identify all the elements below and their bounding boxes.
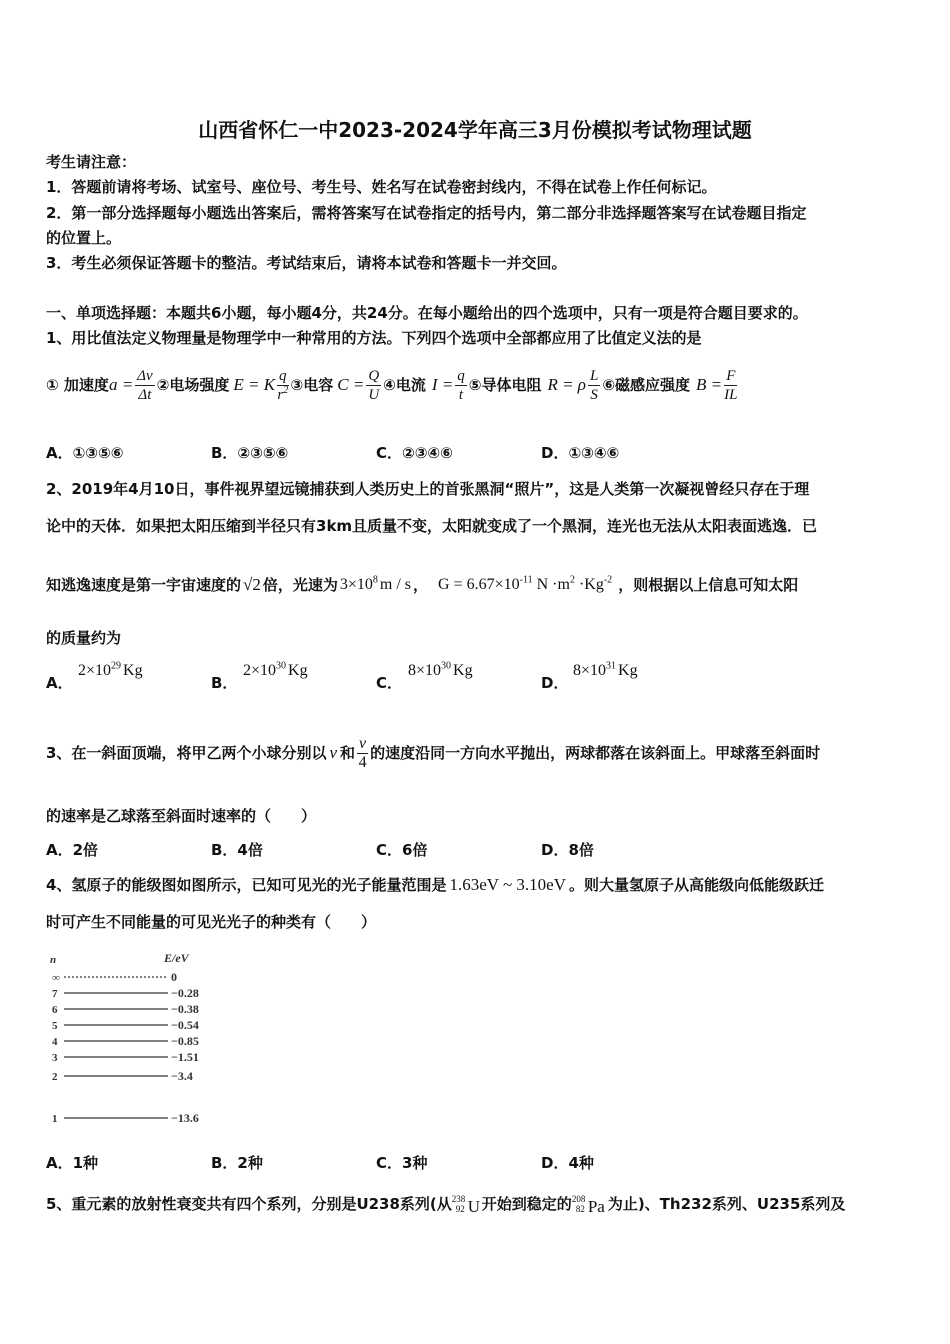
q3-velocity-v: v bbox=[329, 743, 337, 762]
q2-text-b: 倍，光速为 bbox=[262, 576, 338, 594]
formula-1-fraction: $\frac{\Delta v}{\Delta t}$ bbox=[137, 367, 153, 403]
formula-6-lhs: B = bbox=[696, 375, 723, 394]
q1-option-d: D．①③④⑥ bbox=[541, 444, 620, 462]
question-2-line-4: 的质量约为 bbox=[46, 629, 122, 647]
q2-text-a: 知逃逸速度是第一宇宙速度的 bbox=[46, 576, 242, 594]
formula-4-label: ④电流 bbox=[383, 376, 426, 394]
energy-level-value: 0 bbox=[171, 970, 177, 984]
q3-option-a: A．2倍 bbox=[46, 841, 99, 859]
q5-text-c: 为止)、Th232系列、U235系列及 bbox=[607, 1195, 846, 1213]
q5-text-a: 5、重元素的放射性衰变共有四个系列，分别是U238系列(从 bbox=[46, 1195, 452, 1213]
q5-text-b: 开始到稳定的 bbox=[481, 1195, 572, 1213]
isotope-u238: 238 92 U bbox=[451, 1194, 481, 1216]
question-3-line-1 bbox=[46, 722, 820, 784]
question-1-formulas bbox=[46, 362, 739, 408]
q4-option-a: A．1种 bbox=[46, 1154, 99, 1172]
formula-2-label: ②电场强度 bbox=[156, 376, 230, 394]
energy-level-n: 6 bbox=[52, 1004, 58, 1016]
energy-level-value: −13.6 bbox=[171, 1111, 199, 1125]
formula-4-lhs: I = bbox=[431, 375, 454, 394]
q2-option-b-letter: B． bbox=[211, 674, 238, 692]
question-4-line-1 bbox=[46, 875, 824, 895]
question-5-line-1 bbox=[46, 1186, 845, 1222]
q3-fraction-v-over-4: $\frac{v}{4}$ bbox=[358, 734, 367, 771]
q2-option-c-value: $8\times 10^{30}$ Kg bbox=[408, 660, 473, 679]
energy-level-n: 1 bbox=[52, 1113, 58, 1125]
energy-level-n: 4 bbox=[52, 1036, 58, 1048]
formula-6-fraction: $\frac{F}{IL}$ bbox=[724, 367, 738, 403]
question-2-line-1: 2、2019年4月10日，事件视界望远镜捕获到人类历史上的首张黑洞“照片”，这是人类第一次凝视曾经只存在于理 bbox=[46, 480, 810, 498]
q2-option-a-value: $2\times 10^{29}$ Kg bbox=[78, 660, 143, 679]
energy-level-value: −3.4 bbox=[171, 1069, 193, 1083]
q4-option-d: D．4种 bbox=[541, 1154, 594, 1172]
energy-level-value: −0.28 bbox=[171, 986, 199, 1000]
q2-text-c: ，则根据以上信息可知太阳 bbox=[618, 576, 799, 594]
q2-option-c-letter: C． bbox=[376, 674, 403, 692]
energy-level-n: 2 bbox=[52, 1071, 58, 1083]
q4-text-a: 4、氢原子的能级图如图所示，已知可见光的光子能量范围是 bbox=[46, 876, 447, 894]
q3-text-a: 3、在一斜面顶端，将甲乙两个小球分别以 bbox=[46, 744, 327, 762]
formula-5-lhs: R = ρ bbox=[547, 375, 586, 394]
q2-option-d-letter: D． bbox=[541, 674, 569, 692]
formula-5-fraction: $\frac{L}{S}$ bbox=[589, 367, 599, 403]
energy-level-n: 7 bbox=[52, 988, 58, 1000]
energy-level-n: ∞ bbox=[52, 972, 60, 984]
q2-comma: ， bbox=[413, 576, 429, 594]
notice-item-3: 3．考生必须保证答题卡的整洁。考试结束后，请将本试卷和答题卡一并交回。 bbox=[46, 254, 567, 272]
isotope-pa208: 208 82 Pa bbox=[571, 1194, 605, 1216]
q3-option-b: B．4倍 bbox=[211, 841, 263, 859]
q4-text-b: 。则大量氢原子从高能级向低能级跃迁 bbox=[569, 876, 825, 894]
energy-level-value: −0.38 bbox=[171, 1002, 199, 1016]
energy-level-value: −1.51 bbox=[171, 1050, 199, 1064]
energy-level-diagram bbox=[44, 945, 224, 1130]
energy-level-value: −0.85 bbox=[171, 1034, 199, 1048]
formula-2-lhs: E = K bbox=[233, 375, 276, 394]
energy-level-n: 5 bbox=[52, 1020, 58, 1032]
formula-3-lhs: C = bbox=[337, 375, 365, 394]
notice-item-2: 2．第一部分选择题每小题选出答案后，需将答案写在试卷指定的括号内，第二部分非选择题答案写在试卷题目指定 bbox=[46, 204, 807, 222]
formula-4-fraction: $\frac{q}{t}$ bbox=[457, 367, 465, 403]
page-title: 山西省怀仁一中2023-2024学年高三3月份模拟考试物理试题 bbox=[198, 118, 752, 142]
q1-option-a: A．①③⑤⑥ bbox=[46, 444, 124, 462]
formula-3-label: ③电容 bbox=[290, 376, 334, 394]
section-heading: 一、单项选择题：本题共6小题，每小题4分，共24分。在每小题给出的四个选项中，只有一项是符合题目要求的。 bbox=[46, 304, 808, 322]
question-3-line-2: 的速率是乙球落至斜面时速率的（ ） bbox=[46, 807, 317, 825]
question-1-stem: 1、用比值法定义物理量是物理学中一种常用的方法。下列四个选项中全部都应用了比值定义法的是 bbox=[46, 329, 702, 347]
question-4-line-2: 时可产生不同能量的可见光光子的种类有（ ） bbox=[46, 913, 377, 931]
energy-level-value: −0.54 bbox=[171, 1018, 199, 1032]
formula-5-label: ⑤导体电阻 bbox=[468, 376, 542, 394]
q4-option-c: C．3种 bbox=[376, 1154, 428, 1172]
q2-option-b-value: $2\times 10^{30}$ Kg bbox=[243, 660, 308, 679]
light-speed: $3\times 10^8$ m / s bbox=[339, 574, 412, 593]
n-axis-label: n bbox=[50, 954, 57, 966]
q3-option-c: C．6倍 bbox=[376, 841, 428, 859]
q3-text-b: 的速度沿同一方向水平抛出，两球都落在该斜面上。甲球落至斜面时 bbox=[370, 744, 821, 762]
notice-heading: 考生请注意： bbox=[46, 153, 137, 171]
energy-axis-label: E/eV bbox=[164, 951, 189, 965]
notice-item-2-cont: 的位置上。 bbox=[46, 229, 122, 247]
gravitational-constant: $G = 6.67\times 10^{-11}$ $N \cdot m^2 \cdot Kg^{-2}$ bbox=[438, 574, 613, 593]
energy-level-n: 3 bbox=[52, 1052, 58, 1064]
q4-option-b: B．2种 bbox=[211, 1154, 263, 1172]
formula-6-label: ⑥磁感应强度 bbox=[602, 376, 691, 394]
q2-option-a-letter: A． bbox=[46, 674, 73, 692]
q3-option-d: D．8倍 bbox=[541, 841, 594, 859]
sqrt-two: √2 bbox=[243, 575, 261, 594]
question-2-line-2: 论中的天体．如果把太阳压缩到半径只有3km且质量不变，太阳就变成了一个黑洞，连光也无法从太阳表面逃逸．已 bbox=[46, 517, 818, 535]
formula-2-fraction: $\frac{q}{r^2}$ bbox=[277, 367, 289, 403]
formula-1-label: ① 加速度 bbox=[46, 376, 109, 394]
formula-3-fraction: $\frac{Q}{U}$ bbox=[368, 367, 380, 403]
question-2-line-3 bbox=[46, 568, 798, 602]
q3-and: 和 bbox=[340, 744, 356, 762]
q1-option-b: B．②③⑤⑥ bbox=[211, 444, 289, 462]
q1-option-c: C．②③④⑥ bbox=[376, 444, 453, 462]
notice-item-1: 1．答题前请将考场、试室号、座位号、考生号、姓名写在试卷密封线内，不得在试卷上作任何标记。 bbox=[46, 178, 717, 196]
formula-1-lhs: a = bbox=[108, 375, 134, 394]
q2-option-d-value: $8\times 10^{31}$ Kg bbox=[573, 660, 638, 679]
visible-light-range: 1.63eV ~ 3.10eV bbox=[449, 875, 566, 894]
